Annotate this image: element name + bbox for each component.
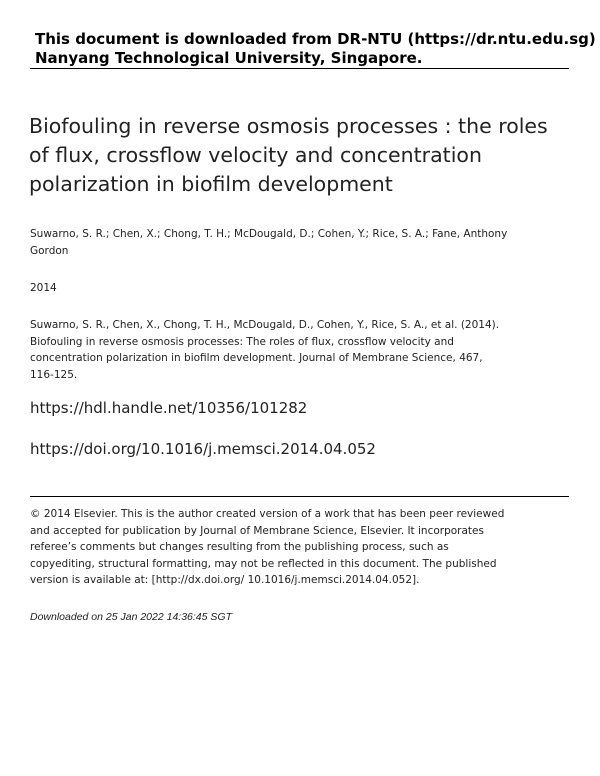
citation — [30, 317, 500, 383]
copyright-notice — [30, 506, 550, 589]
copyright-line: referee’s comments but changes resulting from the publishing process, such as — [30, 541, 449, 553]
copyright-line: copyediting, structural formatting, may not be reflected in this document. The published — [30, 557, 497, 570]
publication-year: 2014 — [30, 282, 57, 294]
title-line: of flux, crossflow velocity and concentration — [29, 143, 482, 167]
copyright-line: and accepted for publication by Journal of Membrane Science, Elsevier. It incorporates — [30, 524, 484, 537]
copyright-line: © 2014 Elsevier. This is the author created version of a work that has been peer reviewed — [30, 508, 505, 520]
repository-header — [35, 30, 596, 68]
title-line: Biofouling in reverse osmosis processes : the roles — [29, 114, 548, 138]
citation-line: Suwarno, S. R., Chen, X., Chong, T. H., McDougald, D., Cohen, Y., Rice, S. A., et al. (2014). — [30, 319, 500, 331]
section-divider — [30, 496, 569, 497]
header-institution-line: Nanyang Technological University, Singapore. — [35, 49, 423, 67]
title-line: polarization in biofilm development — [29, 172, 393, 196]
doi-link[interactable]: https://doi.org/10.1016/j.memsci.2014.04.052 — [30, 440, 376, 458]
header-source-line: This document is downloaded from DR-NTU (https://dr.ntu.edu.sg) — [35, 30, 596, 48]
author-line: Suwarno, S. R.; Chen, X.; Chong, T. H.; McDougald, D.; Cohen, Y.; Rice, S. A.; Fane, Anthony — [30, 228, 508, 240]
author-list — [30, 226, 510, 259]
download-timestamp: Downloaded on 25 Jan 2022 14:36:45 SGT — [30, 611, 232, 623]
copyright-line: version is available at: [http://dx.doi.org/ 10.1016/j.memsci.2014.04.052]. — [30, 574, 420, 586]
handle-link[interactable]: https://hdl.handle.net/10356/101282 — [30, 399, 308, 417]
paper-title — [29, 112, 549, 199]
citation-line: Biofouling in reverse osmosis processes: The roles of flux, crossflow velocity and — [30, 335, 454, 348]
header-divider — [30, 68, 569, 69]
citation-line: 116-125. — [30, 368, 78, 381]
citation-line: concentration polarization in biofilm development. Journal of Membrane Science, 467, — [30, 352, 483, 364]
author-line: Gordon — [30, 244, 69, 257]
